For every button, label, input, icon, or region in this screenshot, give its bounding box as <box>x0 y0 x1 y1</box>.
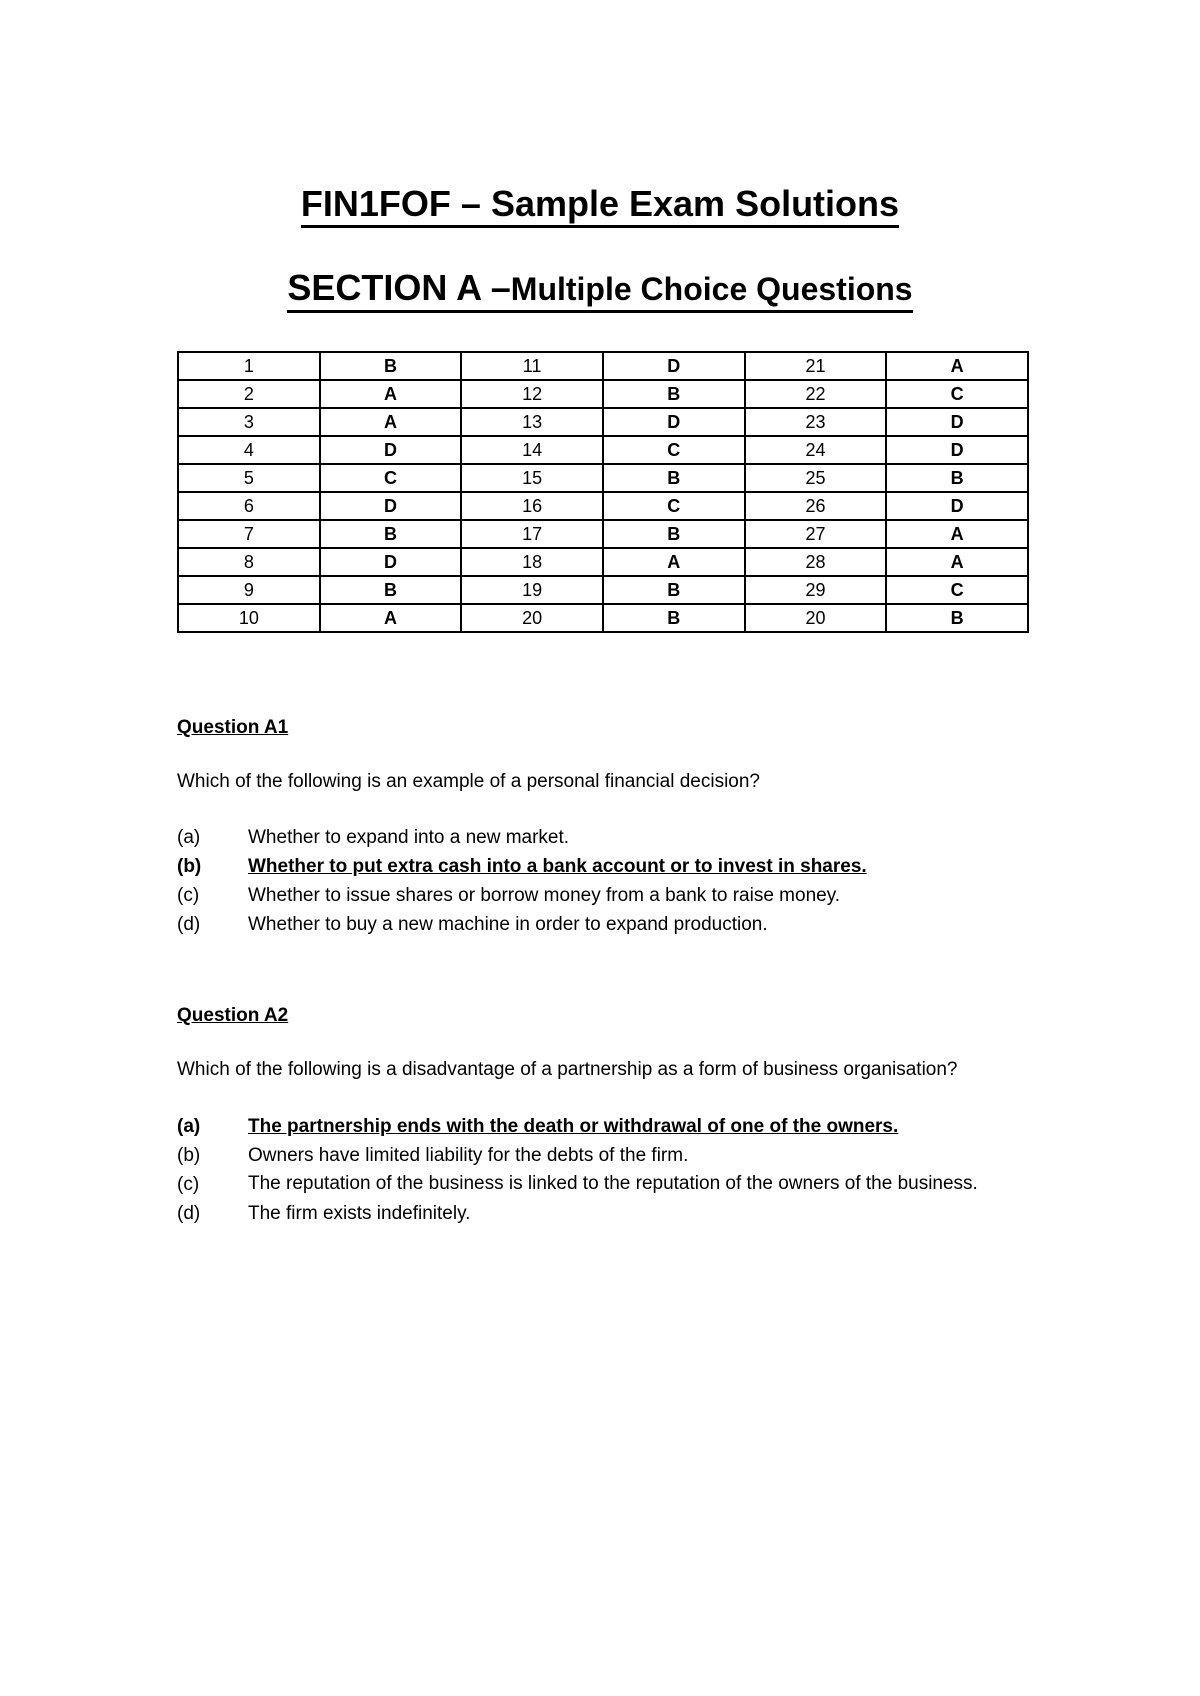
question-number-cell: 13 <box>461 408 603 436</box>
answer-letter-cell: C <box>886 380 1028 408</box>
option-text: Whether to issue shares or borrow money from a bank to raise money. <box>248 885 841 906</box>
question-number-cell: 9 <box>178 576 320 604</box>
answer-letter-cell: C <box>320 464 462 492</box>
question-a2-option-a <box>177 1112 1037 1141</box>
option-label: (d) <box>177 1203 201 1224</box>
answer-letter-cell: B <box>320 520 462 548</box>
question-a1-text: Which of the following is an example of a personal financial decision? <box>177 771 760 792</box>
answer-letter-cell: D <box>320 436 462 464</box>
question-number-cell: 4 <box>178 436 320 464</box>
question-number-cell: 20 <box>745 604 887 632</box>
question-a1-option-d <box>177 910 1037 939</box>
answer-letter-cell: A <box>886 352 1028 380</box>
question-number-cell: 29 <box>745 576 887 604</box>
question-number-cell: 19 <box>461 576 603 604</box>
question-number-cell: 7 <box>178 520 320 548</box>
answer-letter-cell: B <box>603 464 745 492</box>
option-label: (a) <box>177 827 201 848</box>
question-a1-option-c <box>177 881 1037 910</box>
table-row <box>178 464 1028 492</box>
document-title-text: FIN1FOF – Sample Exam Solutions <box>301 184 899 228</box>
question-number-cell: 1 <box>178 352 320 380</box>
table-row <box>178 548 1028 576</box>
option-text: Whether to buy a new machine in order to expand production. <box>248 914 768 935</box>
table-row <box>178 408 1028 436</box>
document-title <box>0 184 1200 228</box>
question-a2-option-d <box>177 1199 1037 1228</box>
answer-table <box>177 351 1029 633</box>
answer-letter-cell: B <box>320 352 462 380</box>
answer-letter-cell: C <box>886 576 1028 604</box>
option-text: Owners have limited liability for the debts of the firm. <box>248 1145 689 1166</box>
answer-letter-cell: B <box>603 576 745 604</box>
question-number-cell: 18 <box>461 548 603 576</box>
question-number-cell: 21 <box>745 352 887 380</box>
question-number-cell: 6 <box>178 492 320 520</box>
question-a1-option-b <box>177 852 1037 881</box>
question-number-cell: 17 <box>461 520 603 548</box>
question-number-cell: 10 <box>178 604 320 632</box>
section-heading-prefix: SECTION A – <box>287 267 511 308</box>
question-number-cell: 3 <box>178 408 320 436</box>
table-row <box>178 436 1028 464</box>
question-a1-options <box>177 823 1037 939</box>
answer-letter-cell: A <box>320 380 462 408</box>
question-number-cell: 15 <box>461 464 603 492</box>
question-a1-heading: Question A1 <box>177 717 289 738</box>
table-row <box>178 492 1028 520</box>
answer-letter-cell: B <box>603 380 745 408</box>
answer-letter-cell: D <box>603 408 745 436</box>
question-number-cell: 24 <box>745 436 887 464</box>
question-number-cell: 11 <box>461 352 603 380</box>
question-number-cell: 14 <box>461 436 603 464</box>
answer-letter-cell: C <box>603 492 745 520</box>
answer-letter-cell: D <box>320 548 462 576</box>
answer-letter-cell: D <box>603 352 745 380</box>
question-number-cell: 12 <box>461 380 603 408</box>
table-row <box>178 520 1028 548</box>
answer-letter-cell: B <box>603 520 745 548</box>
answer-letter-cell: A <box>320 604 462 632</box>
answer-letter-cell: D <box>886 408 1028 436</box>
option-text: The partnership ends with the death or withdrawal of one of the owners. <box>248 1116 899 1137</box>
answer-letter-cell: D <box>320 492 462 520</box>
option-text: The reputation of the business is linked to the reputation of the owners of the business. <box>248 1173 978 1194</box>
answer-letter-cell: B <box>320 576 462 604</box>
question-number-cell: 27 <box>745 520 887 548</box>
answer-table-body <box>178 352 1028 632</box>
section-heading-rest: Multiple Choice Questions <box>510 271 913 307</box>
table-row <box>178 604 1028 632</box>
question-number-cell: 20 <box>461 604 603 632</box>
option-text: Whether to expand into a new market. <box>248 827 570 848</box>
option-label: (b) <box>177 1145 201 1166</box>
question-a2-option-b <box>177 1141 1037 1170</box>
option-label: (a) <box>177 1116 201 1137</box>
table-row <box>178 576 1028 604</box>
question-number-cell: 16 <box>461 492 603 520</box>
question-a2-option-c <box>177 1170 1037 1199</box>
section-heading <box>0 268 1200 313</box>
answer-letter-cell: A <box>886 548 1028 576</box>
question-number-cell: 5 <box>178 464 320 492</box>
option-label: (d) <box>177 914 201 935</box>
option-label: (b) <box>177 856 202 877</box>
answer-letter-cell: B <box>886 464 1028 492</box>
option-text: Whether to put extra cash into a bank account or to invest in shares. <box>248 856 867 877</box>
question-a2-text: Which of the following is a disadvantage of a partnership as a form of business organisation? <box>177 1059 958 1080</box>
answer-letter-cell: A <box>603 548 745 576</box>
option-text: The firm exists indefinitely. <box>248 1203 471 1224</box>
question-number-cell: 22 <box>745 380 887 408</box>
table-row <box>178 352 1028 380</box>
question-a1-option-a <box>177 823 1037 852</box>
question-number-cell: 2 <box>178 380 320 408</box>
section-heading-text <box>287 268 912 313</box>
answer-letter-cell: D <box>886 492 1028 520</box>
answer-letter-cell: C <box>603 436 745 464</box>
question-a2-heading: Question A2 <box>177 1005 289 1026</box>
question-number-cell: 25 <box>745 464 887 492</box>
table-row <box>178 380 1028 408</box>
answer-letter-cell: B <box>886 604 1028 632</box>
question-number-cell: 23 <box>745 408 887 436</box>
option-label: (c) <box>177 1174 200 1195</box>
question-number-cell: 28 <box>745 548 887 576</box>
question-number-cell: 8 <box>178 548 320 576</box>
option-label: (c) <box>177 885 200 906</box>
question-number-cell: 26 <box>745 492 887 520</box>
answer-letter-cell: A <box>320 408 462 436</box>
answer-letter-cell: B <box>603 604 745 632</box>
answer-letter-cell: D <box>886 436 1028 464</box>
answer-letter-cell: A <box>886 520 1028 548</box>
question-a2-options <box>177 1112 1037 1228</box>
